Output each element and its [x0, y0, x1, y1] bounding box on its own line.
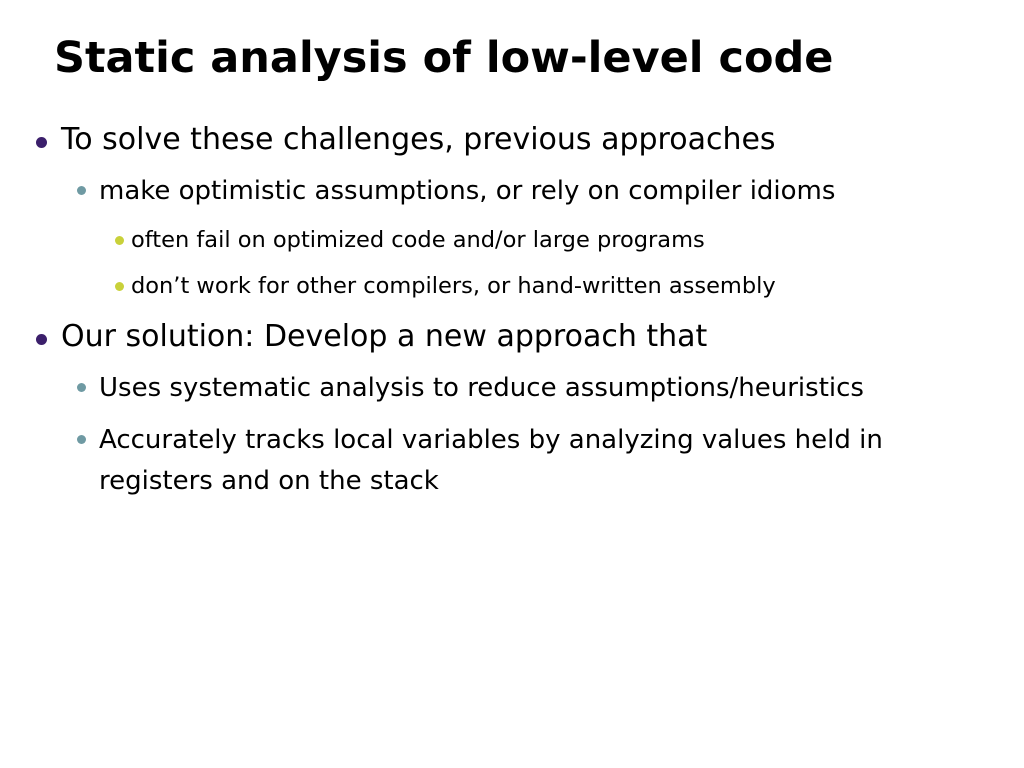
- bullet-level1: [36, 121, 776, 159]
- bullet-dot-icon: [115, 236, 124, 245]
- bullet-text: To solve these challenges, previous approaches: [61, 122, 776, 157]
- bullet-text: often fail on optimized code and/or large programs: [131, 227, 705, 253]
- bullet-dot-icon: [77, 186, 86, 195]
- bullet-level2: [77, 420, 999, 502]
- bullet-level3: [115, 224, 705, 256]
- bullet-text: don’t work for other compilers, or hand-written assembly: [131, 273, 776, 299]
- bullet-level2: [77, 171, 835, 212]
- bullet-dot-icon: [77, 383, 86, 392]
- bullet-text: Our solution: Develop a new approach that: [61, 319, 708, 354]
- bullet-level2: [77, 368, 864, 409]
- bullet-level1: [36, 318, 707, 356]
- bullet-level3: [115, 270, 776, 302]
- bullet-text: Uses systematic analysis to reduce assumptions/heuristics: [99, 373, 864, 403]
- bullet-text: Accurately tracks local variables by analyzing values held in registers and on the stack: [99, 425, 883, 496]
- slide-title: Static analysis of low-level code: [54, 33, 834, 83]
- bullet-dot-icon: [36, 334, 47, 345]
- bullet-dot-icon: [36, 137, 47, 148]
- bullet-text: make optimistic assumptions, or rely on compiler idioms: [99, 176, 836, 206]
- bullet-dot-icon: [115, 282, 124, 291]
- bullet-dot-icon: [77, 435, 86, 444]
